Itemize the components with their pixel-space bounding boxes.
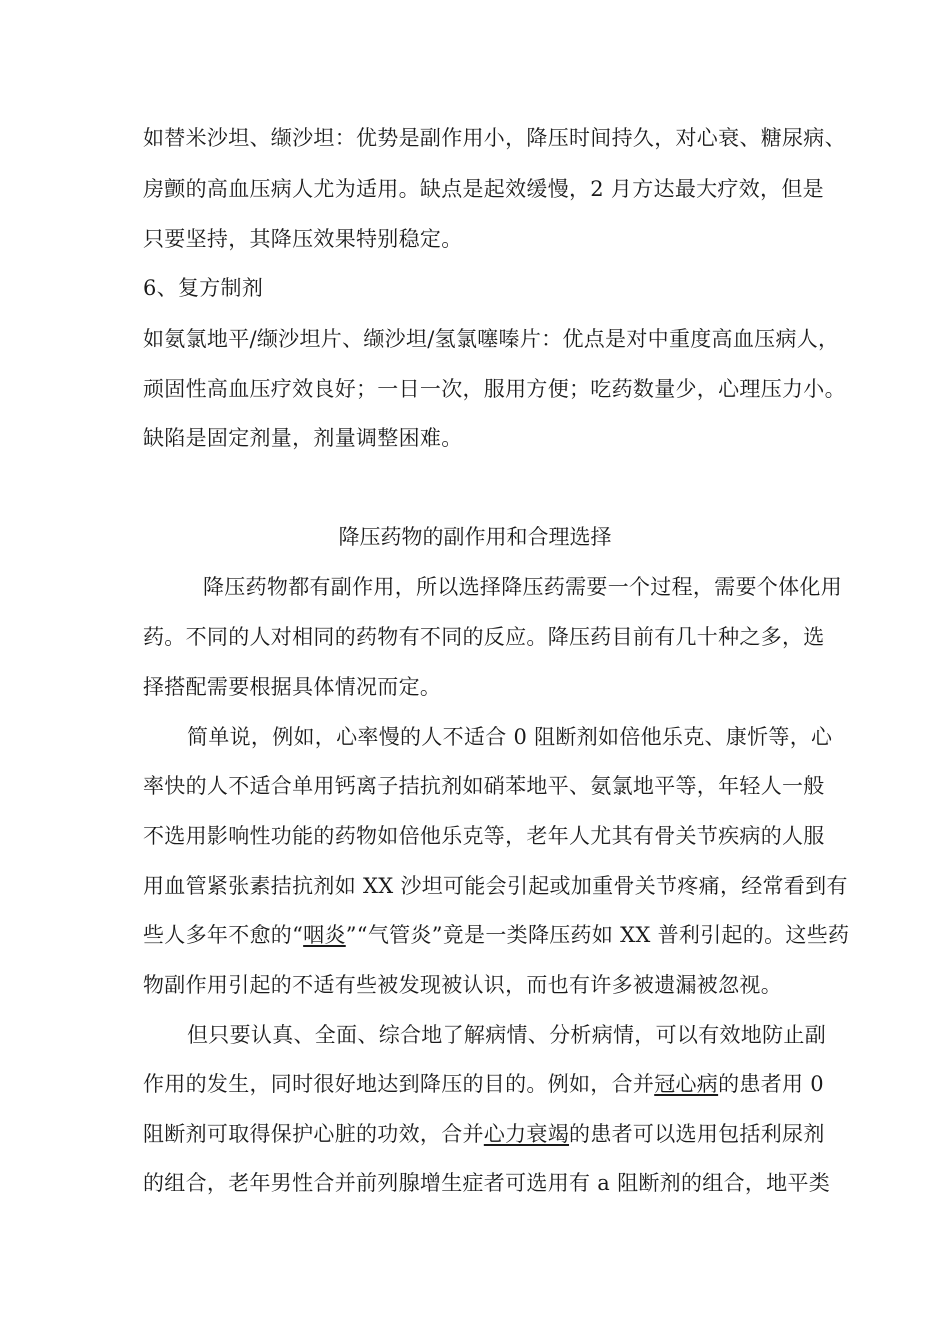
text-segment: ”“气管炎”竟是一类降压药如 XX 普利引起的。这些药 [345, 923, 850, 947]
link-pharyngitis[interactable]: 咽炎 [303, 923, 346, 947]
section-heading: 6、复方制剂 [143, 276, 264, 300]
text-segment: 阻断剂可取得保护心脏的功效，合并 [143, 1122, 484, 1146]
text-line: 房颤的高血压病人尤为适用。缺点是起效缓慢，2 月方达最大疗效，但是 [143, 177, 824, 201]
text-segment: 的患者用 0 [718, 1072, 824, 1096]
text-line: 的组合，老年男性合并前列腺增生症者可选用有 a 阻断剂的组合，地平类 [143, 1171, 831, 1195]
text-line: 顽固性高血压疗效良好；一日一次，服用方便；吃药数量少，心理压力小。 [143, 377, 846, 401]
text-line: 择搭配需要根据具体情况而定。 [143, 675, 442, 699]
text-line [143, 1069, 824, 1099]
text-line: 用血管紧张素拮抗剂如 XX 沙坦可能会引起或加重骨关节疼痛，经常看到有 [143, 874, 848, 898]
text-line [143, 1119, 825, 1149]
text-segment: 作用的发生，同时很好地达到降压的目的。例如，合并 [143, 1072, 655, 1096]
article-title: 降压药物的副作用和合理选择 [338, 525, 612, 549]
text-line: 物副作用引起的不适有些被发现被认识，而也有许多被遗漏被忽视。 [143, 973, 782, 997]
text-segment: 的患者可以选用包括利尿剂 [569, 1122, 825, 1146]
paragraph-first-line: 简单说，例如，心率慢的人不适合 0 阻断剂如倍他乐克、康忻等，心 [187, 725, 833, 749]
link-coronary-disease[interactable]: 冠心病 [654, 1072, 719, 1096]
text-line [143, 920, 849, 950]
link-heart-failure[interactable]: 心力衰竭 [483, 1122, 570, 1146]
text-line: 缺陷是固定剂量，剂量调整困难。 [143, 426, 463, 450]
text-line: 药。不同的人对相同的药物有不同的反应。降压药目前有几十种之多，选 [143, 625, 825, 649]
text-line: 率快的人不适合单用钙离子拮抗剂如硝苯地平、氨氯地平等，年轻人一般 [143, 774, 825, 798]
text-line: 不选用影响性功能的药物如倍他乐克等，老年人尤其有骨关节疾病的人服 [143, 824, 825, 848]
text-line: 如氨氯地平/缬沙坦片、缬沙坦/氢氯噻嗪片：优点是对中重度高血压病人， [143, 327, 840, 351]
text-line: 只要坚持，其降压效果特别稳定。 [143, 227, 463, 251]
paragraph-first-line: 降压药物都有副作用，所以选择降压药需要一个过程，需要个体化用 [203, 575, 842, 599]
text-segment: 些人多年不愈的“ [143, 923, 304, 947]
text-line: 如替米沙坦、缬沙坦：优势是副作用小，降压时间持久，对心衰、糖尿病、 [143, 126, 846, 150]
paragraph-first-line: 但只要认真、全面、综合地了解病情、分析病情，可以有效地防止副 [187, 1023, 826, 1047]
